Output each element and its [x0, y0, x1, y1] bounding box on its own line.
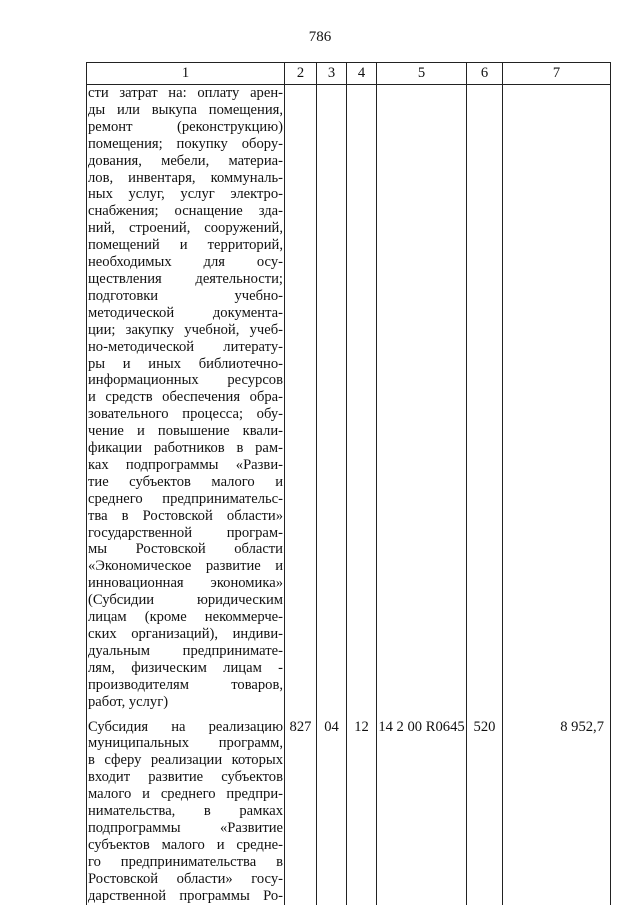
description-line: государственной програм-	[88, 524, 283, 541]
description-line: субъектов малого и средне-	[88, 836, 283, 853]
target-article-code	[377, 85, 467, 711]
expense-type-code: 520	[467, 711, 503, 905]
column-header-2: 2	[285, 63, 317, 85]
description-line: помещений и территорий,	[88, 237, 283, 254]
subsection-code	[347, 85, 377, 711]
description-line: производителям товаров,	[88, 676, 283, 693]
description-line: лицам (кроме некоммерче-	[88, 609, 283, 626]
description-line: входит развитие субъектов	[88, 769, 283, 786]
description-line: ры и иных библиотечно-	[88, 355, 283, 372]
description-line: методической документа-	[88, 304, 283, 321]
description-line: нимательства, в рамках	[88, 803, 283, 820]
description-line: инновационная экономика»	[88, 575, 283, 592]
description-line: лов, инвентаря, коммуналь-	[88, 169, 283, 186]
description-line: фикации работников в рам-	[88, 440, 283, 457]
table-row	[87, 85, 611, 711]
ministry-code	[285, 85, 317, 711]
description-line: тие субъектов малого и	[88, 473, 283, 490]
row-description	[87, 85, 285, 711]
description-line: тва в Ростовской области»	[88, 507, 283, 524]
description-line: и средств обеспечения обра-	[88, 389, 283, 406]
target-article-code: 14 2 00 R0645	[377, 711, 467, 905]
description-line: ках подпрограммы «Разви-	[88, 456, 283, 473]
description-line: мы Ростовской области	[88, 541, 283, 558]
description-line: ды или выкупа помещения,	[88, 101, 283, 118]
column-header-6: 6	[467, 63, 503, 85]
description-line: дования, мебели, материа-	[88, 152, 283, 169]
description-line: ществления деятельности;	[88, 270, 283, 287]
page-number: 786	[308, 29, 332, 45]
description-line: муниципальных программ,	[88, 735, 283, 752]
amount-value: 8 952,7	[503, 711, 611, 905]
description-line: сти затрат на: оплату арен-	[88, 85, 283, 101]
description-line: Ростовской области» госу-	[88, 870, 283, 887]
description-line: в сферу реализации которых	[88, 752, 283, 769]
description-line: работ, услуг)	[88, 693, 169, 710]
table-header-row	[87, 63, 611, 85]
description-line: Субсидия на реализацию	[88, 718, 283, 735]
description-line: помещения; покупку обору-	[88, 135, 283, 152]
description-line: среднего предпринимательс-	[88, 490, 283, 507]
description-line: необходимых для осу-	[88, 254, 283, 271]
ministry-code: 827	[285, 711, 317, 905]
table-row	[87, 711, 611, 905]
column-header-5: 5	[377, 63, 467, 85]
description-line: подпрограммы «Развитие	[88, 819, 283, 836]
description-line: малого и среднего предпри-	[88, 786, 283, 803]
description-line: снабжения; оснащение зда-	[88, 203, 283, 220]
description-line: (Субсидии юридическим	[88, 592, 283, 609]
description-line: ний, строений, сооружений,	[88, 220, 283, 237]
section-code: 04	[317, 711, 347, 905]
description-line: дарственной программы Ро-	[88, 887, 283, 904]
column-header-4: 4	[347, 63, 377, 85]
row-description	[87, 711, 285, 905]
expense-type-code	[467, 85, 503, 711]
subsection-code: 12	[347, 711, 377, 905]
description-line: ции; закупку учебной, учеб-	[88, 321, 283, 338]
column-header-3: 3	[317, 63, 347, 85]
description-line: но-методической литерату-	[88, 338, 283, 355]
description-line: информационных ресурсов	[88, 372, 283, 389]
column-header-7: 7	[503, 63, 611, 85]
budget-table	[86, 62, 611, 905]
column-header-1: 1	[87, 63, 285, 85]
description-line: чение и повышение квали-	[88, 423, 283, 440]
amount-value	[503, 85, 611, 711]
description-line: «Экономическое развитие и	[88, 558, 283, 575]
description-line: зовательного процесса; обу-	[88, 406, 283, 423]
description-line: ремонт (реконструкцию)	[88, 118, 283, 135]
description-line: дуальным предпринимате-	[88, 642, 283, 659]
description-line: ных услуг, услуг электро-	[88, 186, 283, 203]
description-line: го предпринимательства в	[88, 853, 283, 870]
section-code	[317, 85, 347, 711]
description-line: ских организаций), индиви-	[88, 626, 283, 642]
description-line: лям, физическим лицам -	[88, 659, 283, 676]
description-line: подготовки учебно-	[88, 287, 283, 304]
